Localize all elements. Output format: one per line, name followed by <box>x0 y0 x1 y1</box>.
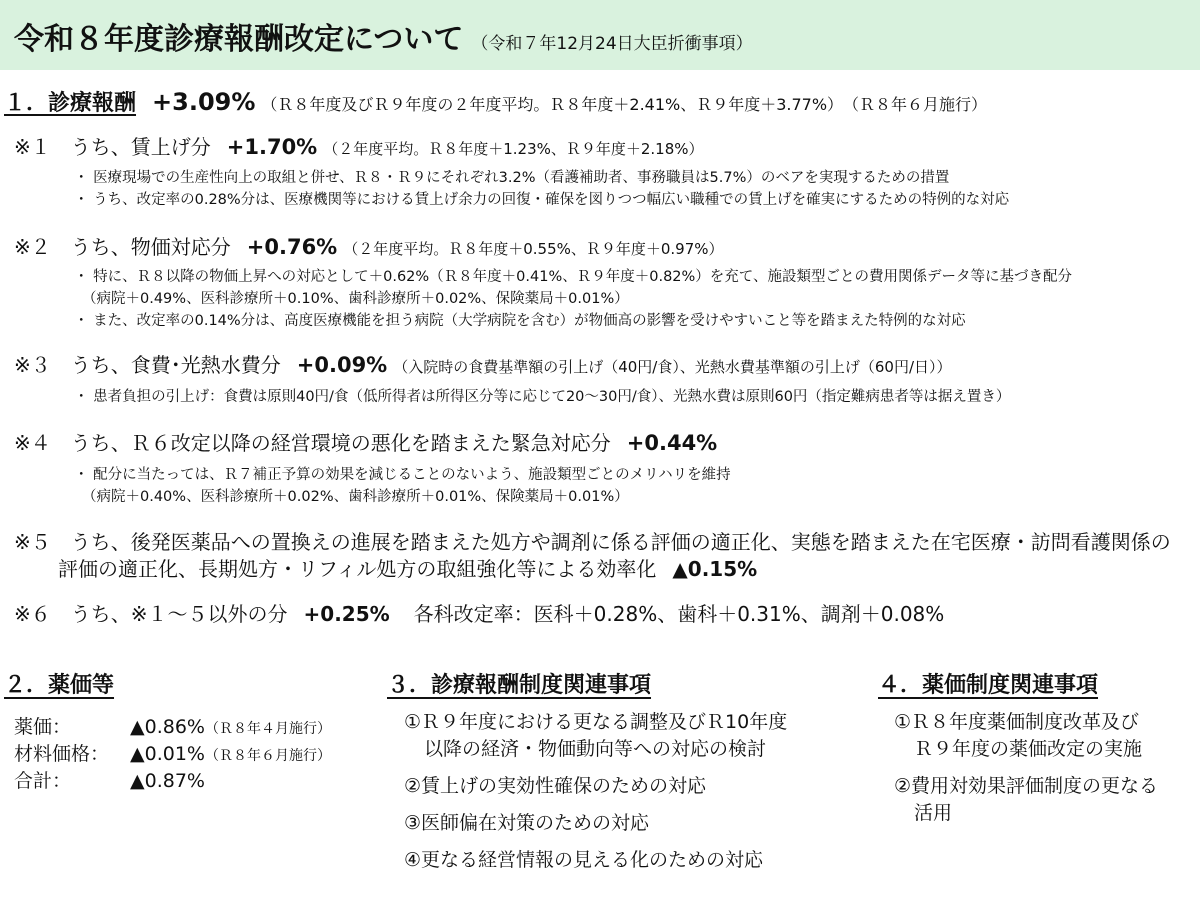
item1-rate: +1.70% <box>226 135 318 159</box>
item3-rate: +0.09% <box>296 353 388 377</box>
section2-row-total <box>14 766 205 793</box>
section1-heading: １．診療報酬 <box>4 91 137 116</box>
section2-row-material <box>14 739 331 766</box>
section2-heading: ２．薬価等 <box>4 673 115 698</box>
section3-item-1-cont: 以降の経済・物価動向等への対応の検討 <box>424 738 767 760</box>
section1-rate: +3.09% <box>152 88 256 116</box>
item3-header <box>14 349 952 378</box>
section2-row-value: ▲0.87% <box>130 770 205 792</box>
section2-row-label: 合計： <box>14 770 72 792</box>
item6-note: 各科改定率：医科＋0.28%、歯科＋0.31%、調剤＋0.08% <box>413 602 945 626</box>
section3-item-2: ②賃上げの実効性確保のための対応 <box>404 775 707 797</box>
item3-bullet-1: ・ 患者負担の引上げ：食費は原則40円/食（低所得者は所得区分等に応じて20～30円/食）、光熱水費は原則60円（指定難病患者等は据え置き） <box>74 389 1011 405</box>
page-subtitle: （令和７年12月24日大臣折衝事項） <box>471 34 753 54</box>
section2-row-label: 薬価： <box>14 716 72 738</box>
item1-header <box>14 131 704 160</box>
section3-item-1: ①Ｒ９年度における更なる調整及びＲ10年度 <box>404 711 788 733</box>
item6-line <box>14 598 944 627</box>
item5-label2: 評価の適正化、長期処方・リフィル処方の取組強化等による効率化 <box>58 557 657 581</box>
item6-label: ※６ うち、※１～５以外の分 <box>14 602 288 626</box>
item2-label: ※２ うち、物価対応分 <box>14 235 231 259</box>
item2-rate: +0.76% <box>246 235 338 259</box>
item6-rate: +0.25% <box>303 602 390 626</box>
item4-label: ※４ うち、Ｒ６改定以降の経営環境の悪化を踏まえた緊急対応分 <box>14 431 611 455</box>
section2-row-note: （Ｒ８年６月施行） <box>204 748 331 764</box>
item5-line2 <box>58 553 763 582</box>
section3-item-3: ③医師偏在対策のための対応 <box>404 812 650 834</box>
page-title-text: 令和８年度診療報酬改定について <box>14 22 464 57</box>
item3-note: （入院時の食費基準額の引上げ（40円/食）、光熱水費基準額の引上げ（60円/日）） <box>393 358 952 376</box>
item4-header <box>14 427 723 456</box>
section4-item-1-cont: Ｒ９年度の薬価改定の実施 <box>914 738 1143 760</box>
section1-header <box>4 86 987 117</box>
item1-note: （２年度平均。Ｒ８年度＋1.23%、Ｒ９年度＋2.18%） <box>323 140 704 158</box>
item2-bullet-3: ・ また、改定率の0.14%分は、高度医療機能を担う病院（大学病院を含む）が物価高の影響を受けやすいこと等を踏まえた特例的な対応 <box>74 313 966 329</box>
section3-item-4: ④更なる経営情報の見える化のための対応 <box>404 849 764 871</box>
section4-item-2: ②費用対効果評価制度の更なる <box>894 775 1159 797</box>
item4-bullet-1: ・ 配分に当たっては、Ｒ７補正予算の効果を減じることのないよう、施設類型ごとのメリハリを維持 <box>74 467 731 483</box>
item2-header <box>14 231 724 260</box>
section3-heading: ３．診療報酬制度関連事項 <box>387 673 652 698</box>
item1-label: ※１ うち、賃上げ分 <box>14 135 211 159</box>
item4-bullet-2: （病院＋0.40%、医科診療所＋0.02%、歯科診療所＋0.01%、保険薬局＋0.01%） <box>82 489 629 505</box>
item5-line1: ※５ うち、後発医薬品への置換えの進展を踏まえた処方や調剤に係る評価の適正化、実態を踏まえた在宅医療・訪問看護関係の <box>14 530 1171 554</box>
section2-row-label: 材料価格： <box>14 743 110 765</box>
section4-item-2-cont: 活用 <box>914 802 953 824</box>
page-title <box>14 14 753 58</box>
section2-row-note: （Ｒ８年４月施行） <box>204 721 331 737</box>
section2-row-drug <box>14 712 331 739</box>
item5-rate: ▲0.15% <box>672 557 758 581</box>
item2-note: （２年度平均。Ｒ８年度＋0.55%、Ｒ９年度＋0.97%） <box>343 240 724 258</box>
item4-rate: +0.44% <box>626 431 718 455</box>
item2-bullet-2: （病院＋0.49%、医科診療所＋0.10%、歯科診療所＋0.02%、保険薬局＋0.01%） <box>82 291 629 307</box>
section4-heading: ４．薬価制度関連事項 <box>878 673 1099 698</box>
item2-bullet-1: ・ 特に、Ｒ８以降の物価上昇への対応として＋0.62%（Ｒ８年度＋0.41%、Ｒ９年度＋0.82%）を充て、施設類型ごとの費用関係データ等に基づき配分 <box>74 269 1073 285</box>
item3-label: ※３ うち、食費･光熱水費分 <box>14 353 281 377</box>
section2-row-value: ▲0.86% <box>130 716 205 738</box>
section2-row-value: ▲0.01% <box>130 743 205 765</box>
item1-bullet-2: ・ うち、改定率の0.28%分は、医療機関等における賃上げ余力の回復・確保を図りつつ幅広い職種での賃上げを確実にするための特例的な対応 <box>74 192 1010 208</box>
section4-item-1: ①Ｒ８年度薬価制度改革及び <box>894 711 1140 733</box>
section1-note: （Ｒ８年度及びＲ９年度の２年度平均。Ｒ８年度＋2.41%、Ｒ９年度＋3.77%） （Ｒ８年６月施行） <box>261 95 988 114</box>
item1-bullet-1: ・ 医療現場での生産性向上の取組と併せ、Ｒ８・Ｒ９にそれぞれ3.2%（看護補助者、事務職員は5.7%）のベアを実現するための措置 <box>74 170 950 186</box>
